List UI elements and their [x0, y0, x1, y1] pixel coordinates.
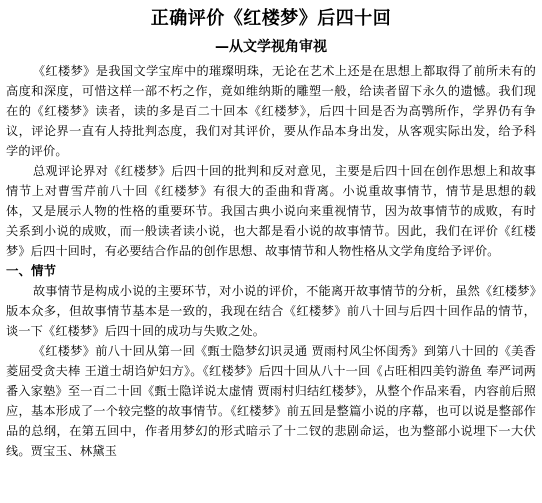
section-heading-plot: 一、情节 [6, 263, 57, 278]
paragraph-plot-detail: 《红楼梦》前八十回从第一回《甄士隐梦幻识灵通 贾雨村风尘怀闺秀》到第八十回的《美香菱屈受贪夫棒 王道士胡诌妒妇方》。《红楼梦》后四十回从八十一回《占旺相四美钓游鱼 奉严词两番入家塾》至一百二十回《甄士隐详说太虚情 贾雨村归结红楼梦》，从整个作品来看，内容前后照应，基本形成了一个较完整的故事情节。《红楼梦》前五回是整篇小说的序幕，也可以说是整部作品的总纲，在第五回中，作者用梦幻的形式暗示了十二钗的悲剧命运，也为整部小说埋下一大伏线。贾宝玉、林黛玉 [6, 344, 536, 458]
paragraph-overview: 总观评论界对《红楼梦》后四十回的批判和反对意见，主要是后四十回在创作思想上和故事情节上对曹雪芹前八十回《红楼梦》有很大的歪曲和背离。小说重故事情节，情节是思想的载体，又是展示人物的性格的重要环节。我国古典小说向来重视情节，因为故事情节的成败，有时关系到小说的成败，而一般读者读小说，也大都是看小说的故事情节。因此，我们在评价《红楼梦》后四十回时，有必要结合作品的创作思想、故事情节和人物性格从文学角度给予评价。 [6, 164, 536, 258]
paragraph-intro: 《红楼梦》是我国文学宝库中的璀璨明珠，无论在艺术上还是在思想上都取得了前所未有的高度和深度，可惜这样一部不朽之作，竟如维纳斯的雕塑一般，给读者留下永久的遗憾。我们现在的《红楼梦》读者，读的多是百二十回本《红楼梦》，后四十回是否为高鹗所作，学界仍有争议，评论界一直有人持批判态度，我们对其评价，要从作品本身出发，从客观实际出发，给予科学的评价。 [6, 64, 536, 158]
article-title: 正确评价《红楼梦》后四十回 [150, 8, 392, 29]
article-subtitle: —从文学视角审视 [215, 39, 327, 55]
paragraph-plot-intro: 故事情节是构成小说的主要环节，对小说的评价，不能离开故事情节的分析，虽然《红楼梦》版本众多，但故事情节基本是一致的，我现在结合《红楼梦》前八十回与后四十回作品的情节，谈一下《红楼梦》后四十回的成功与失败之处。 [6, 284, 536, 338]
